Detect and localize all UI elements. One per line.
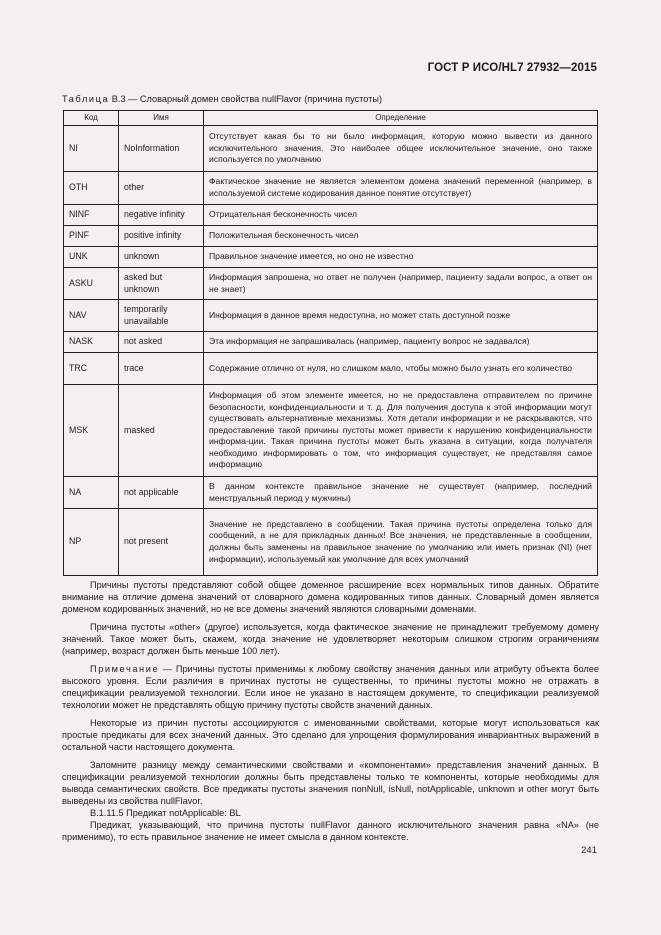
table-row <box>64 226 598 247</box>
paragraph: Причины пустоты представляют собой общее доменное расширение всех нормальных типов данных. Обратите внимание на отличие домена значений от словарного домена кодированных типов данных. Словарный домен является доменом кодированных значений, но не все домены значений являются словарными доменами. <box>62 580 599 614</box>
cell-code: NINF <box>64 205 119 226</box>
column-header-code: Код <box>64 111 119 126</box>
cell-name: NoInformation <box>119 126 204 172</box>
cell-definition: Информация об этом элементе имеется, но не предоставлена отправителем по причине безопасности, конфиденциальности и т. д. Для получения доступа к этой информации могут существовать альтернативные механизмы. Хотя детали информации и не раскрываются, что предоставление такой причины пустоты может привести к нарушению конфиденциальности информа-ции. Такая причина пустоты может быть указана в ситуации, когда получателя необходимо информировать о том, что информация существует, не представляя самое информацию <box>204 385 598 477</box>
cell-definition: В данном контексте правильное значение не существует (например, последний менструальный период у мужчины) <box>204 477 598 509</box>
cell-code: PINF <box>64 226 119 247</box>
cell-definition: Фактическое значение не является элементом домена значений переменной (например, в используемой системе кодирования данное понятие отсутствует) <box>204 172 598 205</box>
table-caption <box>62 94 382 104</box>
cell-name: not applicable <box>119 477 204 509</box>
note-paragraph <box>62 663 599 711</box>
cell-name: not asked <box>119 332 204 353</box>
cell-code: NA <box>64 477 119 509</box>
cell-code: NAV <box>64 300 119 332</box>
cell-definition: Эта информация не запрашивалась (например, пациенту вопрос не задавался) <box>204 332 598 353</box>
table-row <box>64 268 598 300</box>
cell-name: not present <box>119 509 204 576</box>
table-row <box>64 247 598 268</box>
cell-name: positive infinity <box>119 226 204 247</box>
cell-name: trace <box>119 353 204 385</box>
cell-code: TRC <box>64 353 119 385</box>
cell-definition: Содержание отлично от нуля, но слишком мало, чтобы можно было узнать его количество <box>204 353 598 385</box>
cell-name: temporarily unavailable <box>119 300 204 332</box>
cell-name: unknown <box>119 247 204 268</box>
paragraph: Предикат, указывающий, что причина пустоты nullFlavor данного исключительного значения равна «NA» (не применимо), то есть правильное значение не имеет смысла в данном контексте. <box>62 820 599 842</box>
table-header-row <box>64 111 598 126</box>
table-row <box>64 332 598 353</box>
cell-code: UNK <box>64 247 119 268</box>
table-row <box>64 126 598 172</box>
cell-code: OTH <box>64 172 119 205</box>
column-header-definition: Определение <box>204 111 598 126</box>
cell-definition: Отрицательная бесконечность чисел <box>204 205 598 226</box>
note-label: Примечание <box>90 664 160 674</box>
cell-name: negative infinity <box>119 205 204 226</box>
page-number: 241 <box>581 845 597 856</box>
section-heading: B.1.11.5 Предикат notApplicable: BL <box>90 808 241 818</box>
cell-code: NI <box>64 126 119 172</box>
cell-code: NASK <box>64 332 119 353</box>
cell-definition: Отсутствует какая бы то ни было информация, которую можно вывести из данного исключительного значения. Это наиболее общее исключительное значение, оно также используется по умолчанию <box>204 126 598 172</box>
paragraph: Причина пустоты «other» (другое) используется, когда фактическое значение не принадлежит требуемому домену значений. Такое может быть, скажем, когда значение не удовлетворяет некоторым слишком строгим ограничениям (например, возраст должен быть меньше 100 лет). <box>62 622 599 656</box>
cell-definition: Значение не представлено в сообщении. Такая причина пустоты определена только для сообщений, а не для прикладных данных! Все значения, не представленные в сообщении, должны быть заменены на правильное значение по умолчанию или иметь признак (NI) (нет информации), используемый как умолчание для всех умолчаний <box>204 509 598 576</box>
paragraph: Некоторые из причин пустоты ассоциируются с именованными свойствами, которые могут использоваться как простые предикаты для всех значений данных. Это сделано для упрощения формулирования инвариантных выражений в остальной части настоящего документа. <box>62 718 599 752</box>
cell-code: ASKU <box>64 268 119 300</box>
table-row <box>64 385 598 477</box>
table-row <box>64 509 598 576</box>
note-text: — Причины пустоты применимы к любому свойству значения данных или атрибуту объекта более высокого уровня. Если различия в причинах пустоты не существенны, то причины пустоты можно не отражать в спецификации реализуемой технологии. Если иное не указано в настоящем документе, то спецификации реализуемой технологии может не представлять общую причину пустоты свойств значений данных. <box>62 664 599 710</box>
table-row <box>64 477 598 509</box>
column-header-name: Имя <box>119 111 204 126</box>
cell-name: asked but unknown <box>119 268 204 300</box>
cell-definition: Правильное значение имеется, но оно не известно <box>204 247 598 268</box>
document-code-header: ГОСТ Р ИСО/HL7 27932—2015 <box>427 62 597 74</box>
table-row <box>64 300 598 332</box>
cell-name: other <box>119 172 204 205</box>
cell-code: NP <box>64 509 119 576</box>
cell-definition: Информация в данное время недоступна, но может стать доступной позже <box>204 300 598 332</box>
table-row <box>64 205 598 226</box>
cell-name: masked <box>119 385 204 477</box>
cell-code: MSK <box>64 385 119 477</box>
table-row <box>64 172 598 205</box>
table-caption-label: Таблица <box>62 94 110 104</box>
table-caption-text: B.3 — Словарный домен свойства nullFlavor (причина пустоты) <box>109 94 383 104</box>
body-text <box>62 579 599 843</box>
cell-definition: Положительная бесконечность чисел <box>204 226 598 247</box>
null-flavor-table <box>63 110 598 576</box>
paragraph: Запомните разницу между семантическими свойствами и «компонентами» представления значений данных. В спецификации реализуемой технологии должны быть представлены только те компоненты, которые необходимы для вывода семантических свойств. Все предикаты пустоты значения nonNull, isNull, notApplicable, unknown и other могут быть выведены из свойства nullFlavor. <box>62 760 599 806</box>
table-row <box>64 353 598 385</box>
cell-definition: Информация запрошена, но ответ не получен (например, пациенту задали вопрос, а ответ он не знает) <box>204 268 598 300</box>
